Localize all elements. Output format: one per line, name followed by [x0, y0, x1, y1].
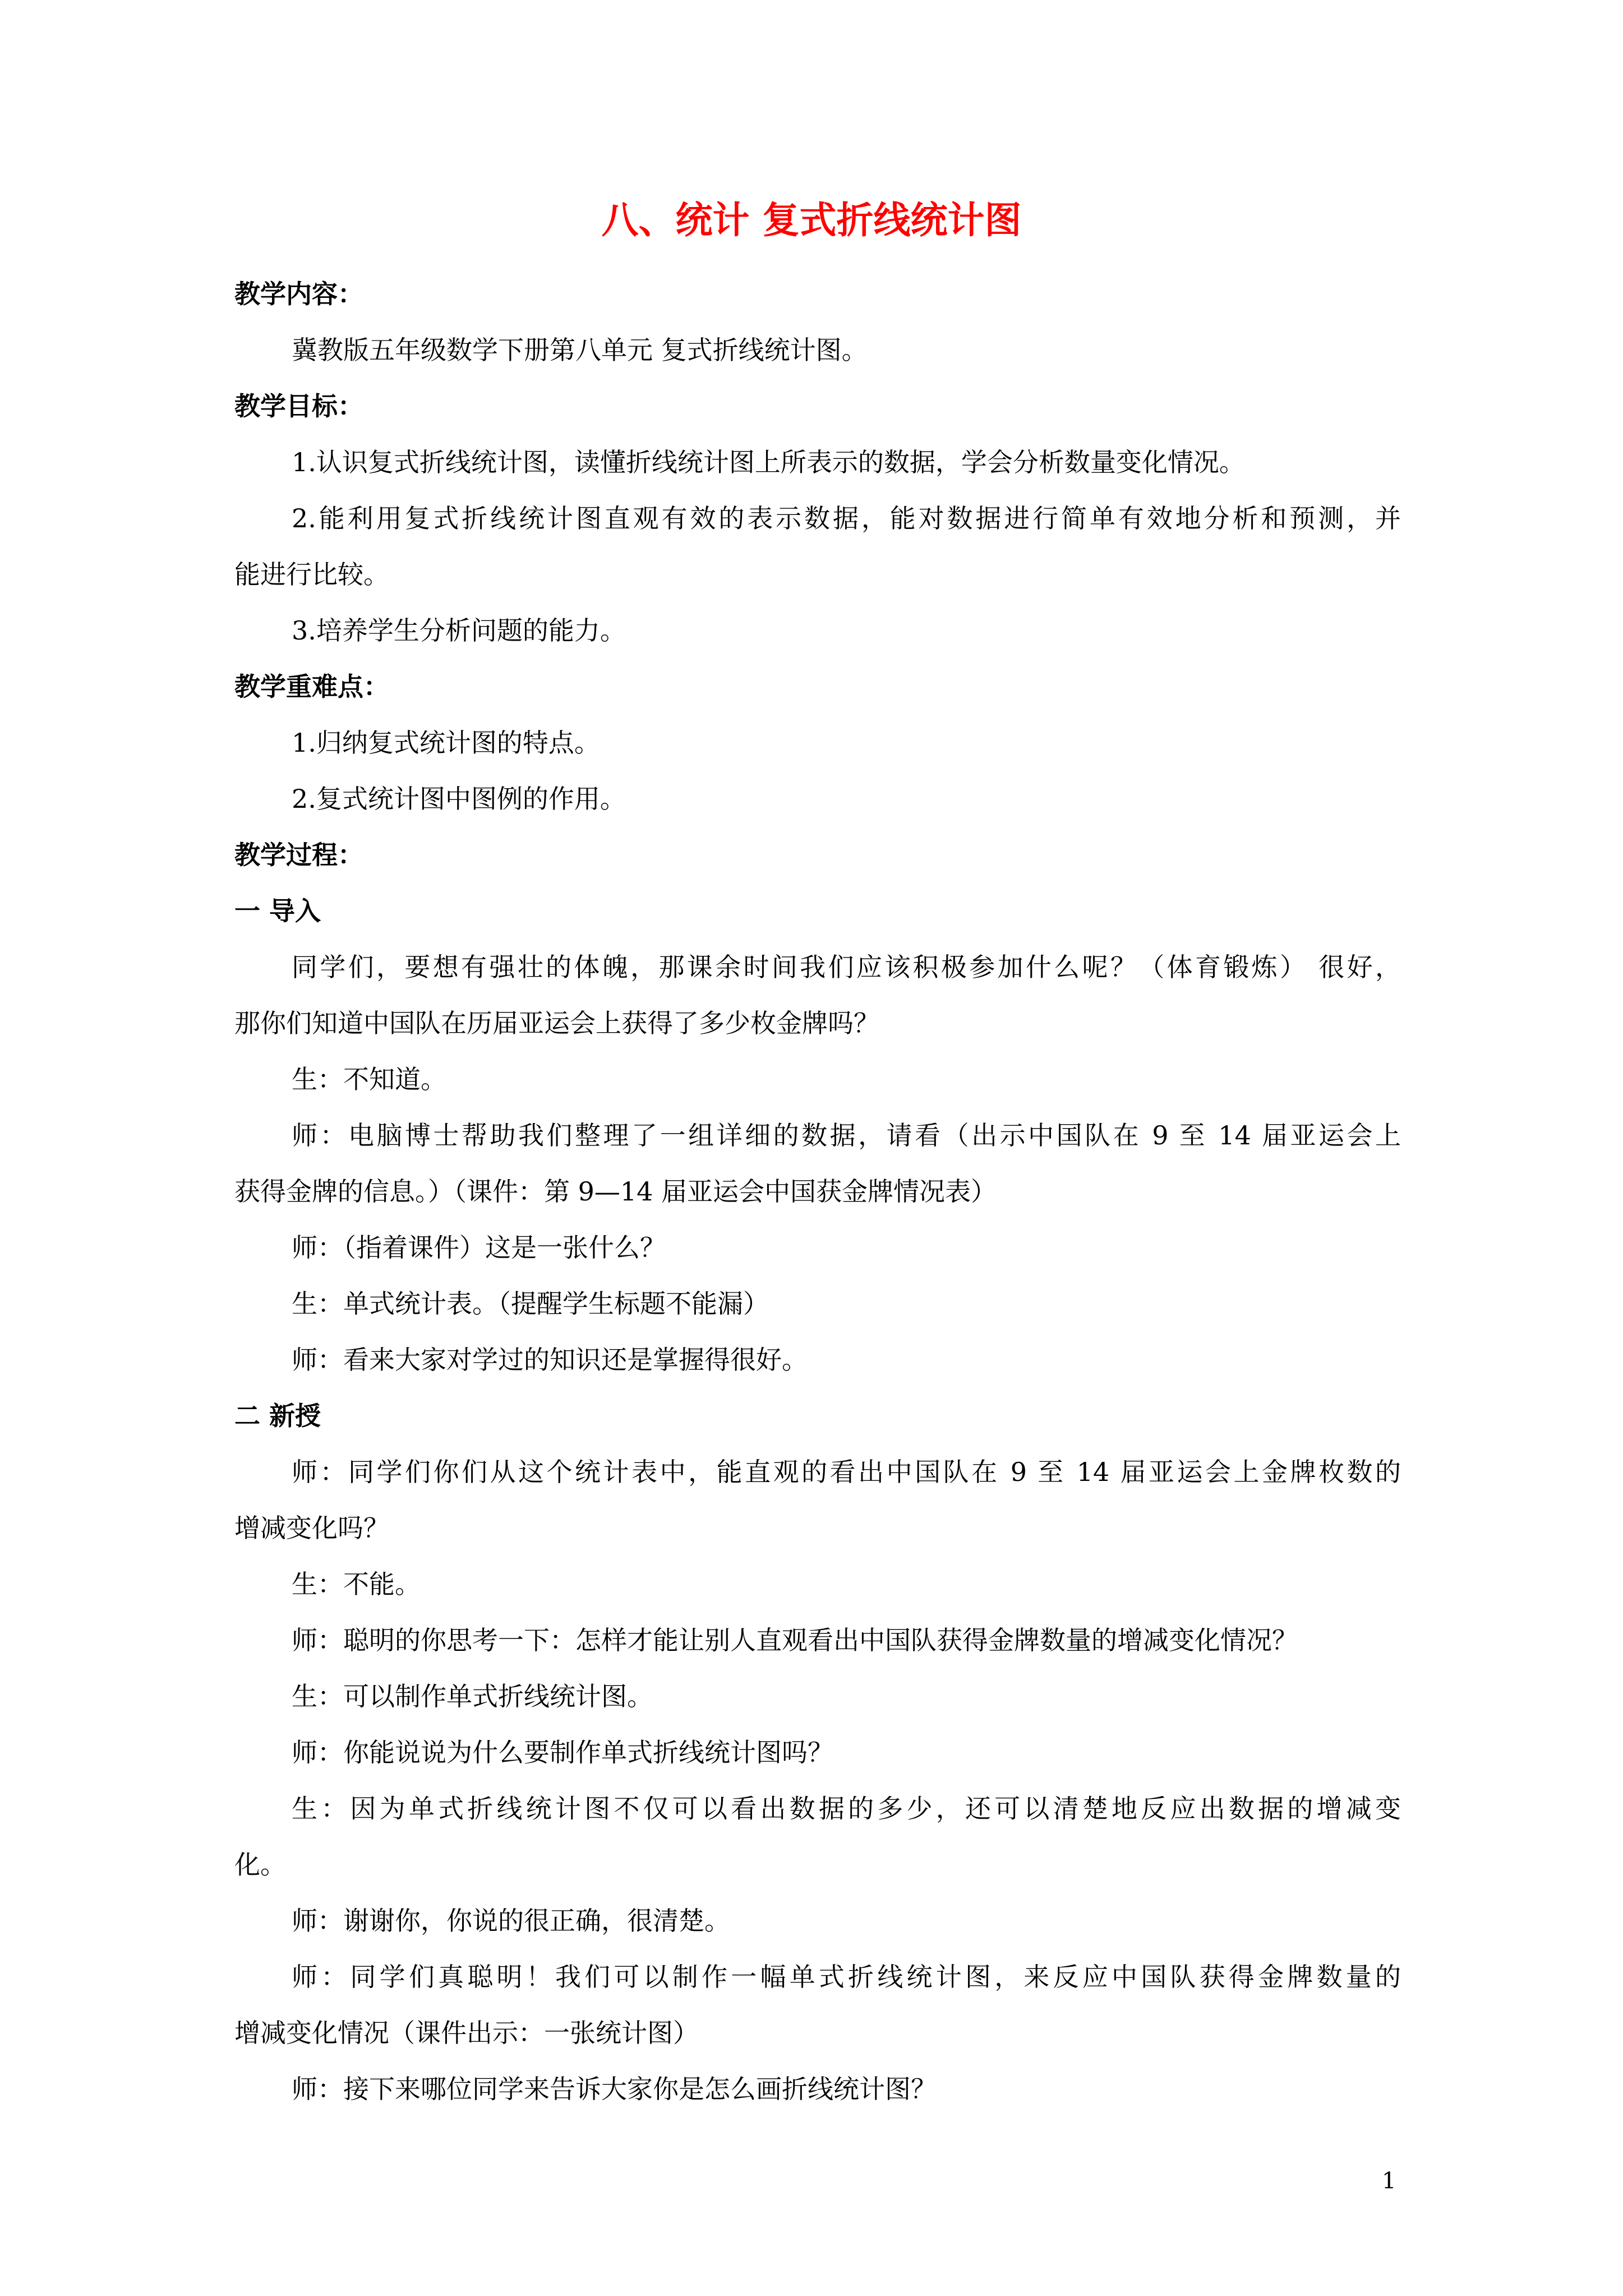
- paragraph-line: 化。: [234, 1849, 286, 1880]
- paragraph-line: 能进行比较。: [234, 559, 389, 590]
- paragraph-line: 增减变化情况（课件出示：一张统计图）: [234, 2018, 699, 2048]
- paragraph-line: 2.复式统计图中图例的作用。: [292, 784, 626, 814]
- paragraph-line: 生：可以制作单式折线统计图。: [292, 1681, 653, 1711]
- paragraph-line: 师：电脑博士帮助我们整理了一组详细的数据，请看（出示中国队在 9 至 14 届亚运会上: [292, 1120, 1401, 1151]
- paragraph-line: 同学们，要想有强壮的体魄，那课余时间我们应该积极参加什么呢？（体育锻炼） 很好，: [292, 952, 1401, 982]
- section-heading: 一 导入: [234, 896, 321, 926]
- section-heading: 教学目标：: [234, 391, 363, 421]
- paragraph-line: 师：谢谢你，你说的很正确，很清楚。: [292, 1906, 730, 1936]
- paragraph-line: 生：不能。: [292, 1569, 421, 1599]
- paragraph-line: 获得金牌的信息。）（课件：第 9—14 届亚运会中国获金牌情况表）: [234, 1176, 997, 1207]
- paragraph-line: 师：接下来哪位同学来告诉大家你是怎么画折线统计图？: [292, 2074, 937, 2104]
- paragraph-line: 冀教版五年级数学下册第八单元 复式折线统计图。: [292, 335, 868, 365]
- page-number: 1: [1382, 2168, 1396, 2194]
- paragraph-line: 师：同学们你们从这个统计表中，能直观的看出中国队在 9 至 14 届亚运会上金牌枚数的: [292, 1457, 1401, 1487]
- section-heading: 教学内容：: [234, 279, 363, 309]
- paragraph-line: 师：你能说说为什么要制作单式折线统计图吗？: [292, 1737, 833, 1768]
- paragraph-line: 生：因为单式折线统计图不仅可以看出数据的多少，还可以清楚地反应出数据的增减变: [292, 1793, 1401, 1824]
- document-body: [234, 266, 1401, 2117]
- paragraph-line: 生：不知道。: [292, 1064, 446, 1094]
- paragraph-line: 生：单式统计表。（提醒学生标题不能漏）: [292, 1289, 769, 1319]
- paragraph-line: 增减变化吗？: [234, 1513, 389, 1543]
- section-heading: 二 新授: [234, 1401, 321, 1431]
- paragraph-line: 师：同学们真聪明！我们可以制作一幅单式折线统计图，来反应中国队获得金牌数量的: [292, 1962, 1401, 1992]
- paragraph-line: 师：（指着课件）这是一张什么？: [292, 1232, 666, 1263]
- section-heading: 教学过程：: [234, 840, 363, 870]
- paragraph-line: 那你们知道中国队在历届亚运会上获得了多少枚金牌吗？: [234, 1008, 879, 1038]
- section-heading: 教学重难点：: [234, 671, 389, 702]
- paragraph-line: 师：看来大家对学过的知识还是掌握得很好。: [292, 1345, 808, 1375]
- paragraph-line: 师：聪明的你思考一下：怎样才能让别人直观看出中国队获得金牌数量的增减变化情况？: [292, 1625, 1298, 1655]
- paragraph-line: 1.认识复式折线统计图，读懂折线统计图上所表示的数据，学会分析数量变化情况。: [292, 447, 1245, 477]
- page-title: 八、统计 复式折线统计图: [601, 199, 1022, 242]
- paragraph-line: 2.能利用复式折线统计图直观有效的表示数据，能对数据进行简单有效地分析和预测，并: [292, 503, 1401, 533]
- paragraph-line: 3.培养学生分析问题的能力。: [292, 615, 626, 646]
- paragraph-line: 1.归纳复式统计图的特点。: [292, 728, 600, 758]
